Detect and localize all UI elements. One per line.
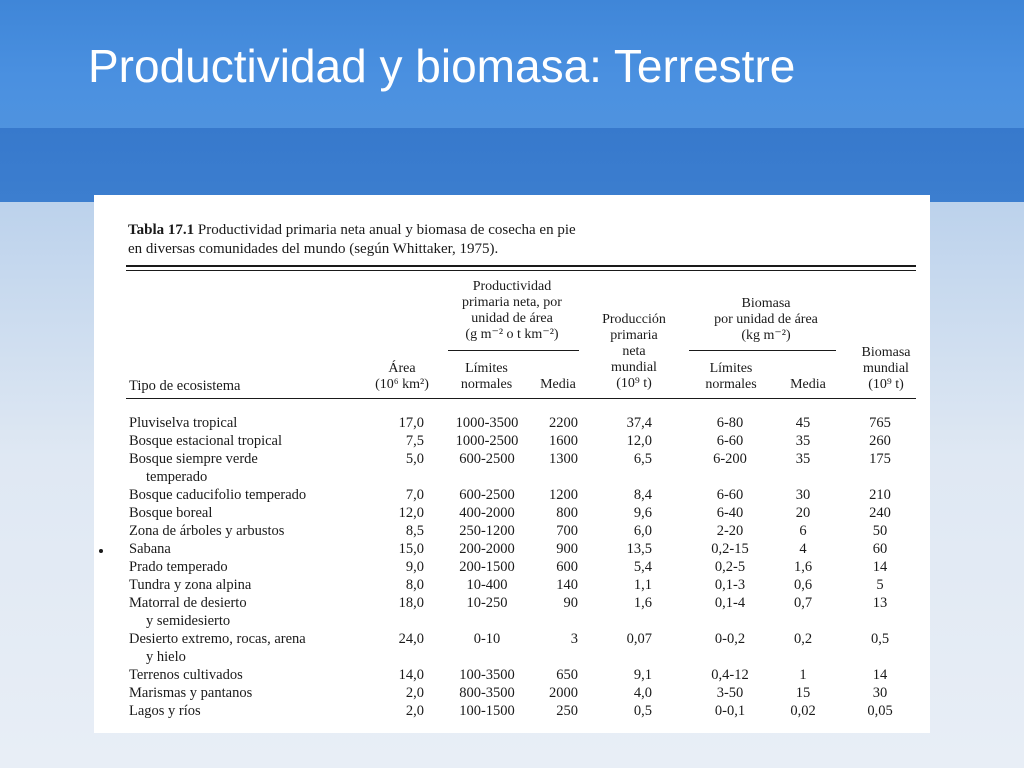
stray-bullet bbox=[99, 549, 103, 553]
cell-prod-lim: 1000-3500 bbox=[455, 415, 519, 431]
header-text: primaria neta, por bbox=[462, 295, 562, 310]
cell-area: 12,0 bbox=[398, 505, 424, 521]
cell-prod-mund: 37,4 bbox=[626, 415, 652, 431]
cell-prod-lim: 250-1200 bbox=[459, 523, 515, 539]
header-prod-media: Media bbox=[540, 377, 576, 392]
cell-bio-mund: 210 bbox=[869, 487, 891, 503]
cell-bio-media: 1,6 bbox=[793, 559, 813, 575]
table-caption bbox=[128, 221, 688, 259]
cell-prod-mund: 6,0 bbox=[633, 523, 652, 539]
header-rule bbox=[126, 398, 916, 399]
top-rule-thin bbox=[126, 270, 916, 271]
cell-area: 2,0 bbox=[405, 685, 424, 701]
header-prod-limites bbox=[449, 361, 524, 393]
cell-prod-mund: 5,4 bbox=[633, 559, 652, 575]
cell-bio-media: 0,6 bbox=[793, 577, 813, 593]
header-bio-media: Media bbox=[790, 377, 826, 392]
cell-bio-mund: 175 bbox=[869, 451, 891, 467]
header-tipo: Tipo de ecosistema bbox=[129, 378, 241, 394]
cell-prod-media: 3 bbox=[570, 631, 578, 647]
row-tipo: Matorral de desierto bbox=[129, 595, 247, 611]
header-text: unidad de área bbox=[471, 311, 553, 326]
cell-prod-media: 250 bbox=[556, 703, 578, 719]
header-prod-group bbox=[442, 279, 582, 343]
header-text: Productividad bbox=[472, 279, 552, 294]
cell-bio-media: 0,02 bbox=[790, 703, 816, 719]
cell-prod-lim: 1000-2500 bbox=[455, 433, 519, 449]
cell-area: 15,0 bbox=[398, 541, 424, 557]
header-text: Límites bbox=[709, 361, 753, 376]
cell-bio-media: 35 bbox=[795, 433, 811, 449]
cell-area: 9,0 bbox=[405, 559, 424, 575]
row-tipo-continuation: temperado bbox=[146, 469, 208, 485]
cell-prod-mund: 8,4 bbox=[633, 487, 652, 503]
cell-bio-lim: 6-60 bbox=[716, 487, 744, 503]
cell-bio-media: 15 bbox=[795, 685, 811, 701]
cell-prod-lim: 600-2500 bbox=[459, 451, 515, 467]
cell-area: 14,0 bbox=[398, 667, 424, 683]
cell-bio-mund: 260 bbox=[869, 433, 891, 449]
row-tipo: Pluviselva tropical bbox=[129, 415, 238, 431]
caption-line-1: Productividad primaria neta anual y biomasa de cosecha en pie bbox=[197, 222, 576, 238]
cell-area: 5,0 bbox=[405, 451, 424, 467]
cell-prod-lim: 200-1500 bbox=[459, 559, 515, 575]
cell-prod-lim: 400-2000 bbox=[459, 505, 515, 521]
cell-bio-media: 6 bbox=[799, 523, 807, 539]
cell-area: 24,0 bbox=[398, 631, 424, 647]
row-tipo: Lagos y ríos bbox=[129, 703, 201, 719]
row-tipo: Bosque siempre verde bbox=[129, 451, 258, 467]
cell-bio-lim: 6-40 bbox=[716, 505, 744, 521]
cell-bio-lim: 0,4-12 bbox=[711, 667, 749, 683]
cell-bio-mund: 765 bbox=[869, 415, 891, 431]
cell-prod-media: 140 bbox=[556, 577, 578, 593]
prod-group-rule bbox=[448, 350, 579, 351]
cell-bio-lim: 0,2-5 bbox=[714, 559, 746, 575]
header-text: (kg m⁻²) bbox=[741, 328, 791, 343]
row-tipo: Sabana bbox=[129, 541, 171, 557]
header-bio-limites bbox=[690, 361, 772, 393]
cell-prod-lim: 10-250 bbox=[466, 595, 508, 611]
header-text: Producción bbox=[602, 312, 666, 327]
cell-prod-lim: 800-3500 bbox=[459, 685, 515, 701]
cell-area: 18,0 bbox=[398, 595, 424, 611]
row-tipo-continuation: y semidesierto bbox=[146, 613, 231, 629]
row-tipo: Bosque estacional tropical bbox=[129, 433, 283, 449]
header-text: por unidad de área bbox=[714, 312, 818, 327]
row-tipo: Bosque boreal bbox=[129, 505, 213, 521]
cell-area: 7,5 bbox=[405, 433, 424, 449]
cell-area: 7,0 bbox=[405, 487, 424, 503]
header-text: normales bbox=[460, 377, 513, 392]
cell-prod-mund: 13,5 bbox=[626, 541, 652, 557]
cell-prod-media: 800 bbox=[556, 505, 578, 521]
cell-bio-media: 1 bbox=[799, 667, 807, 683]
header-text: (10⁶ km²) bbox=[375, 377, 429, 392]
cell-prod-lim: 10-400 bbox=[466, 577, 508, 593]
cell-prod-media: 700 bbox=[556, 523, 578, 539]
caption-label: Tabla 17.1 bbox=[128, 222, 195, 238]
cell-bio-lim: 6-60 bbox=[716, 433, 744, 449]
row-tipo: Desierto extremo, rocas, arena bbox=[129, 631, 306, 647]
header-bio-group bbox=[686, 296, 846, 344]
cell-area: 8,5 bbox=[405, 523, 424, 539]
header-text: mundial bbox=[863, 361, 909, 376]
cell-area: 8,0 bbox=[405, 577, 424, 593]
cell-prod-mund: 0,07 bbox=[626, 631, 652, 647]
cell-bio-mund: 14 bbox=[872, 667, 888, 683]
cell-prod-mund: 9,6 bbox=[633, 505, 652, 521]
table-image bbox=[94, 195, 930, 733]
cell-bio-lim: 0,2-15 bbox=[711, 541, 749, 557]
header-text: Biomasa bbox=[861, 345, 911, 360]
cell-prod-media: 600 bbox=[556, 559, 578, 575]
header-text: (10⁹ t) bbox=[616, 376, 652, 391]
header-text: Área bbox=[388, 361, 416, 376]
cell-prod-media: 90 bbox=[563, 595, 578, 611]
row-tipo: Terrenos cultivados bbox=[129, 667, 243, 683]
row-tipo: Bosque caducifolio temperado bbox=[129, 487, 307, 503]
cell-area: 2,0 bbox=[405, 703, 424, 719]
row-tipo: Prado temperado bbox=[129, 559, 228, 575]
header-text: mundial bbox=[611, 360, 657, 375]
cell-bio-lim: 3-50 bbox=[716, 685, 744, 701]
cell-prod-media: 2200 bbox=[549, 415, 578, 431]
header-text: (g m⁻² o t km⁻²) bbox=[465, 327, 559, 342]
cell-prod-media: 2000 bbox=[549, 685, 578, 701]
cell-prod-media: 650 bbox=[556, 667, 578, 683]
cell-prod-mund: 6,5 bbox=[633, 451, 652, 467]
row-tipo: Marismas y pantanos bbox=[129, 685, 253, 701]
cell-prod-media: 1300 bbox=[549, 451, 578, 467]
header-text: normales bbox=[705, 377, 757, 392]
cell-bio-lim: 6-80 bbox=[716, 415, 744, 431]
cell-prod-mund: 9,1 bbox=[633, 667, 652, 683]
header-band bbox=[0, 128, 1024, 202]
row-tipo-continuation: y hielo bbox=[146, 649, 186, 665]
row-tipo: Tundra y zona alpina bbox=[129, 577, 252, 593]
cell-prod-mund: 12,0 bbox=[626, 433, 652, 449]
cell-bio-lim: 2-20 bbox=[716, 523, 744, 539]
cell-bio-lim: 0-0,1 bbox=[714, 703, 746, 719]
header-area bbox=[362, 361, 442, 393]
cell-prod-mund: 1,6 bbox=[633, 595, 652, 611]
cell-bio-lim: 0,1-3 bbox=[714, 577, 746, 593]
title-bar bbox=[0, 0, 1024, 128]
header-text: neta bbox=[622, 344, 646, 359]
cell-bio-media: 35 bbox=[795, 451, 811, 467]
cell-bio-mund: 0,05 bbox=[867, 703, 893, 719]
cell-prod-lim: 100-1500 bbox=[459, 703, 515, 719]
cell-prod-lim: 600-2500 bbox=[459, 487, 515, 503]
cell-prod-lim: 200-2000 bbox=[459, 541, 515, 557]
top-rule bbox=[126, 265, 916, 267]
cell-prod-lim: 100-3500 bbox=[459, 667, 515, 683]
cell-bio-mund: 60 bbox=[872, 541, 888, 557]
cell-bio-media: 0,7 bbox=[793, 595, 813, 611]
cell-bio-mund: 13 bbox=[872, 595, 888, 611]
cell-prod-mund: 0,5 bbox=[633, 703, 652, 719]
cell-bio-mund: 14 bbox=[872, 559, 888, 575]
cell-prod-media: 1600 bbox=[549, 433, 578, 449]
cell-bio-lim: 0-0,2 bbox=[714, 631, 746, 647]
row-tipo: Zona de árboles y arbustos bbox=[129, 523, 285, 539]
cell-bio-media: 4 bbox=[799, 541, 807, 557]
caption-line-2: en diversas comunidades del mundo (según Whittaker, 1975). bbox=[128, 241, 499, 257]
cell-bio-mund: 0,5 bbox=[870, 631, 890, 647]
cell-bio-mund: 240 bbox=[869, 505, 891, 521]
cell-bio-media: 30 bbox=[795, 487, 811, 503]
cell-prod-mund: 1,1 bbox=[633, 577, 652, 593]
header-bio-mundial bbox=[846, 345, 926, 393]
cell-bio-media: 20 bbox=[795, 505, 811, 521]
cell-area: 17,0 bbox=[398, 415, 424, 431]
cell-bio-lim: 0,1-4 bbox=[714, 595, 746, 611]
cell-bio-media: 45 bbox=[795, 415, 811, 431]
cell-bio-mund: 30 bbox=[872, 685, 888, 701]
cell-prod-media: 1200 bbox=[549, 487, 578, 503]
cell-bio-lim: 6-200 bbox=[713, 451, 747, 467]
header-prod-mundial bbox=[586, 312, 682, 392]
cell-bio-mund: 50 bbox=[872, 523, 888, 539]
cell-bio-media: 0,2 bbox=[793, 631, 813, 647]
bio-group-rule bbox=[689, 350, 836, 351]
cell-prod-media: 900 bbox=[556, 541, 578, 557]
cell-prod-lim: 0-10 bbox=[473, 631, 501, 647]
header-text: primaria bbox=[610, 328, 658, 343]
header-text: Límites bbox=[465, 361, 508, 376]
slide-title: Productividad y biomasa: Terrestre bbox=[88, 40, 796, 92]
cell-prod-mund: 4,0 bbox=[633, 685, 652, 701]
header-text: Biomasa bbox=[741, 296, 791, 311]
cell-bio-mund: 5 bbox=[876, 577, 884, 593]
header-text: (10⁹ t) bbox=[868, 377, 904, 392]
